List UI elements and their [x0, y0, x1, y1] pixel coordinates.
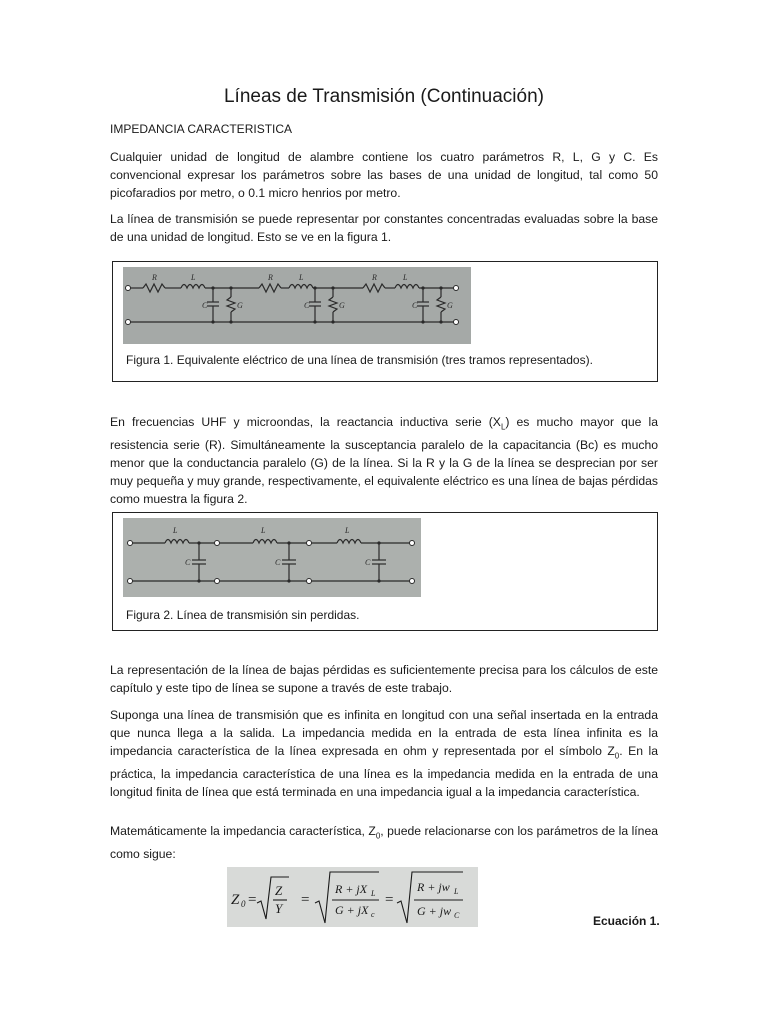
section-heading: IMPEDANCIA CARACTERISTICA: [110, 122, 293, 136]
fig2-label-c: C: [365, 558, 371, 567]
figure-2-circuit: [123, 518, 421, 597]
eq-den1: G + jX: [335, 903, 369, 917]
fig1-label-c: C: [202, 301, 208, 310]
eq-z0: Z: [231, 892, 240, 908]
equation-svg: [227, 867, 478, 927]
paragraph-3: En frecuencias UHF y microondas, la reactancia inductiva serie $(X_L)$ es mucho mayor que la resistencia serie (R). Simultáneamente la susceptancia paralelo de la capacitancia (Bc) es mucho menor que la conductancia paralelo (G) de la línea. Si la R y la G de la línea se desprecian por ser muy pequeña y muy grande, respectivamente, el equivalente eléctrico es una línea de bajas pérdidas como muestra la figura 2.: [110, 415, 659, 507]
figure-1-circuit: [123, 267, 471, 344]
eq-sign-2: =: [301, 892, 310, 908]
eq-num1-sub: L: [371, 889, 376, 898]
paragraph-2: La línea de transmisión se puede representar por constantes concentradas evaluadas sobre la base de una unidad de longitud. Esto se ve en la figura 1.: [110, 212, 658, 244]
figure-1-caption: Figura 1. Equivalente eléctrico de una línea de transmisión (tres tramos representados).: [126, 353, 593, 367]
paragraph-6: Matemáticamente la impedancia característica, $Z_0$, puede relacionarse con los parámetros de la línea como sigue:: [110, 824, 659, 862]
fig1-label-l: L: [299, 273, 304, 282]
fig1-label-g: G: [339, 301, 345, 310]
fig2-label-l: L: [173, 526, 178, 535]
equation-label: Ecuación 1.: [593, 914, 660, 928]
page-title: Líneas de Transmisión (Continuación): [223, 86, 544, 107]
fig1-label-r: R: [372, 273, 377, 282]
figure-2-box: [112, 512, 658, 631]
figure-2-svg: [123, 518, 421, 597]
fig1-label-c: C: [304, 301, 310, 310]
fig2-label-l: L: [345, 526, 350, 535]
paragraph-5: Suponga una línea de transmisión que es infinita en longitud con una señal insertada en la entrada que nunca llega a la salida. La impedancia medida en la entrada de esta línea infinita es la impedancia característica de la línea expresada en ohm y representada por el símbolo $Z_0$. En la práctica, la impedancia característica de una línea es la impedancia medida en la entrada de una longitud finita de línea que está terminada en una impedancia igual a la impedancia característica.: [110, 708, 658, 800]
fig1-label-g: G: [447, 301, 453, 310]
eq-num2: R + jw: [417, 880, 450, 894]
eq-sign-1: =: [248, 892, 257, 908]
fig2-label-c: C: [185, 558, 191, 567]
eq-z0-sub: 0: [241, 899, 246, 909]
equation-1: [227, 867, 478, 927]
fig1-label-c: C: [412, 301, 418, 310]
figure-2-caption: Figura 2. Línea de transmisión sin perdidas.: [126, 608, 360, 622]
paragraph-4: La representación de la línea de bajas pérdidas es suficientemente precisa para los cálculos de este capítulo y este tipo de línea se supone a través de este trabajo.: [110, 663, 658, 695]
eq-den2: G + jw: [417, 904, 452, 918]
fig1-label-r: R: [152, 273, 157, 282]
fig1-label-l: L: [403, 273, 408, 282]
figure-1-box: [112, 261, 658, 382]
fig1-label-r: R: [268, 273, 273, 282]
eq-num1: R + jX: [335, 882, 368, 896]
fig2-label-l: L: [261, 526, 266, 535]
eq-num2-sub: L: [454, 887, 459, 896]
eq-den1-sub: c: [371, 910, 375, 919]
fig2-label-c: C: [275, 558, 281, 567]
fig1-label-g: G: [237, 301, 243, 310]
figure-1-svg: [123, 267, 471, 344]
paragraph-1: Cualquier unidad de longitud de alambre contiene los cuatro parámetros R, L, G y C. Es convencional expresar los parámetros sobre las bases de una unidad de longitud, tal como 50 picofaradios por metro, o 0.1 micro henrios por metro.: [110, 150, 658, 200]
eq-y: Y: [275, 901, 283, 916]
eq-den2-sub: C: [454, 911, 460, 920]
fig1-label-l: L: [191, 273, 196, 282]
eq-sign-3: =: [385, 892, 394, 908]
eq-z: Z: [275, 883, 283, 898]
